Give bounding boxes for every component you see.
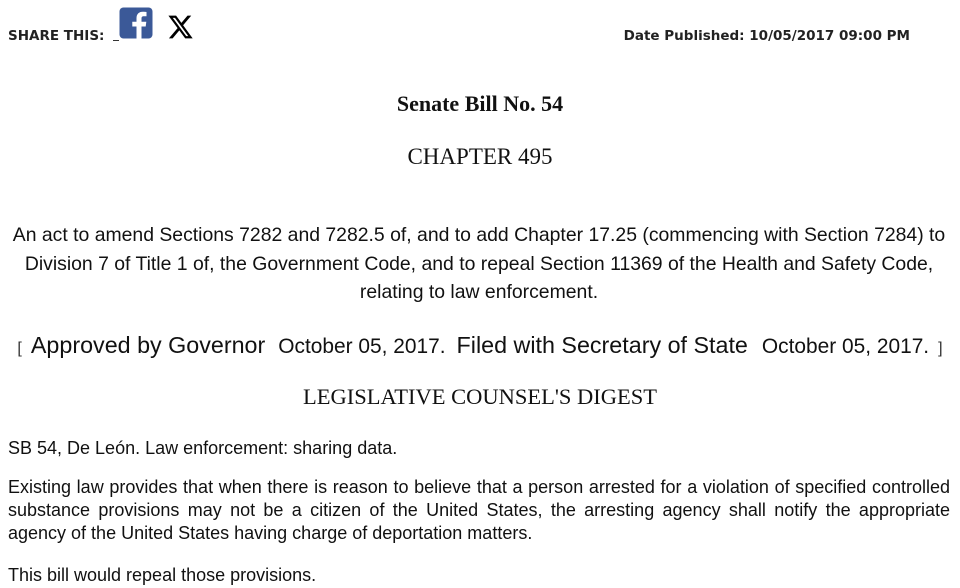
share-label: SHARE THIS: (8, 28, 105, 44)
digest-heading: LEGISLATIVE COUNSEL'S DIGEST (302, 384, 658, 409)
share-link-underline (113, 40, 119, 41)
filed-with-secretary-label: Filed with Secretary of State (456, 332, 748, 358)
date-published-label: Date Published: (623, 28, 745, 44)
date-published (624, 28, 910, 44)
facebook-share-button[interactable] (119, 7, 153, 39)
approval-open-bracket: [ (17, 340, 22, 357)
act-description: An act to amend Sections 7282 and 7282.5 of, and to add Chapter 17.25 (commencing with Section 7284) to Division 7 of Title 1 of, the Government Code, and to repeal Section 11369 of the Health and Safety Code, relating to law enforcement. (12, 224, 946, 303)
approved-date: October 05, 2017. (278, 335, 446, 358)
digest-summary: SB 54, De León. Law enforcement: sharing data. (8, 438, 398, 458)
approval-close-bracket: ] (938, 340, 943, 357)
approval-line (0, 334, 960, 358)
date-published-value: 10/05/2017 09:00 PM (749, 28, 910, 44)
x-icon (167, 13, 194, 41)
approved-by-governor-label: Approved by Governor (30, 332, 266, 358)
chapter-heading: CHAPTER 495 (407, 144, 553, 169)
digest-paragraph: Existing law provides that when there is reason to believe that a person arrested for a violation of specified controlled substance provisions may not be a citizen of the United States, the arresting agency shall notify the appropriate agency of the United States having charge of deportation matters. (8, 477, 950, 543)
filed-date: October 05, 2017. (761, 335, 930, 358)
digest-paragraph: This bill would repeal those provisions. (8, 565, 317, 585)
bill-title: Senate Bill No. 54 (396, 91, 564, 116)
x-share-button[interactable] (167, 13, 194, 41)
facebook-icon (119, 7, 153, 39)
